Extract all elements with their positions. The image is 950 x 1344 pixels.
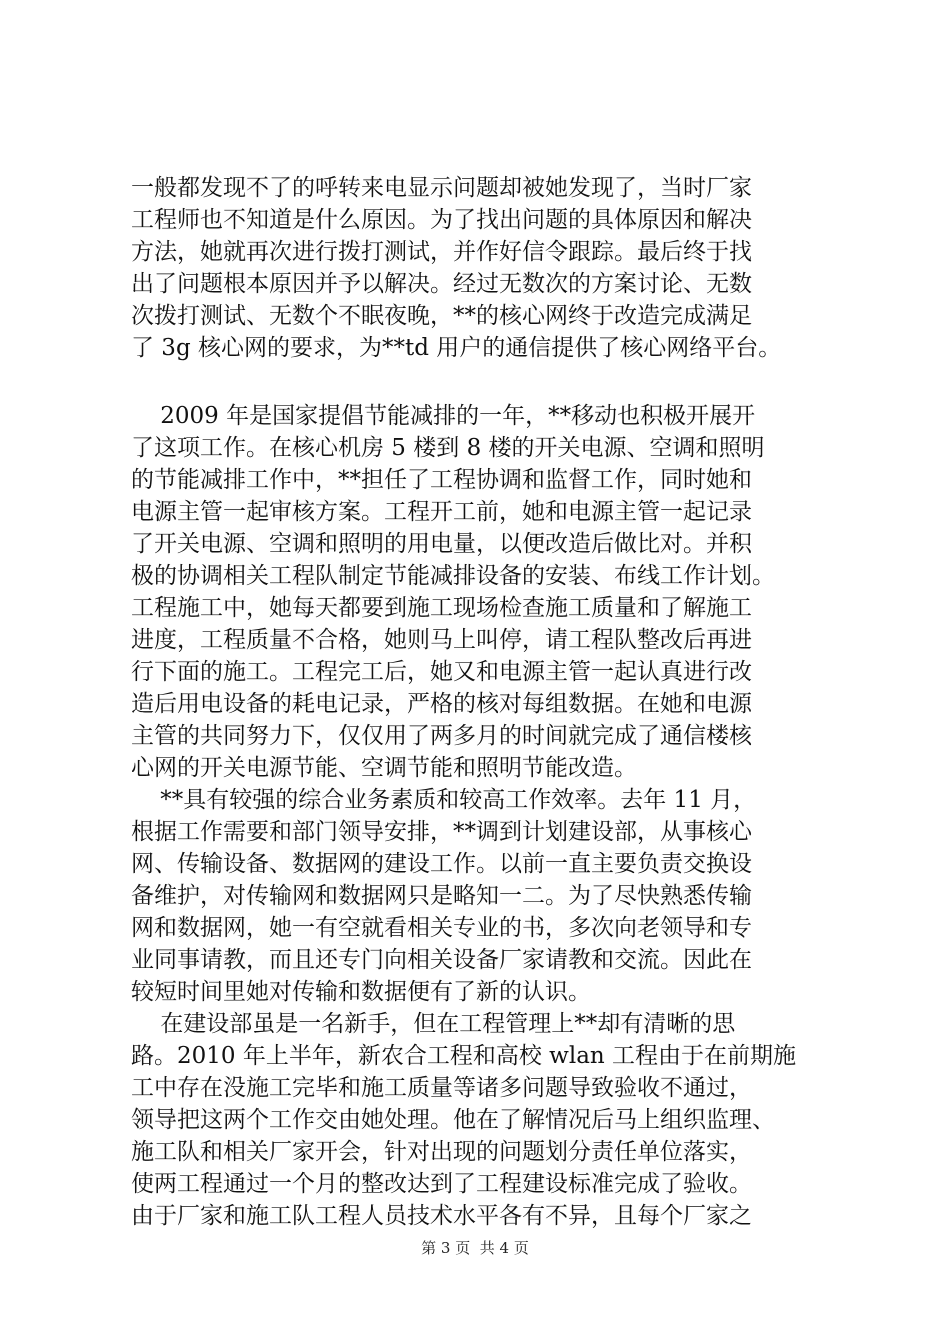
text-line: 次拨打测试、无数个不眠夜晚，**的核心网终于改造完成满足 <box>131 303 752 329</box>
text-line: 了 3g 核心网的要求，为**td 用户的通信提供了核心网络平台。 <box>131 335 782 361</box>
text-line: 心网的开关电源节能、空调节能和照明节能改造。 <box>131 755 637 781</box>
text-line: 网、传输设备、数据网的建设工作。以前一直主要负责交换设 <box>131 851 752 877</box>
paragraph-energy-saving <box>131 400 831 784</box>
text-line: 在建设部虽是一名新手，但在工程管理上**却有清晰的思 <box>131 1011 736 1037</box>
text-line: 极的协调相关工程队制定节能减排设备的安装、布线工作计划。 <box>131 563 775 589</box>
paragraph-gap <box>131 364 831 400</box>
text-line: 使两工程通过一个月的整改达到了工程建设标准完成了验收。 <box>131 1171 752 1197</box>
text-line: 出了问题根本原因并予以解决。经过无数次的方案讨论、无数 <box>131 271 752 297</box>
text-line: 由于厂家和施工队工程人员技术水平各有不异，且每个厂家之 <box>131 1203 752 1229</box>
text-line: 了这项工作。在核心机房 5 楼到 8 楼的开关电源、空调和照明 <box>131 435 765 461</box>
paragraph-project-management <box>131 1008 831 1232</box>
text-line: 领导把这两个工作交由她处理。他在了解情况后马上组织监理、 <box>131 1107 775 1133</box>
body-text <box>131 172 831 1232</box>
page-number-footer: 第 3 页 共 4 页 <box>421 1239 529 1257</box>
text-line: **具有较强的综合业务素质和较高工作效率。去年 11 月， <box>131 787 757 813</box>
paragraph-business-quality <box>131 784 831 1008</box>
text-line: 备维护，对传输网和数据网只是略知一二。为了尽快熟悉传输 <box>131 883 752 909</box>
text-line: 了开关电源、空调和照明的用电量，以便改造后做比对。并积 <box>131 531 752 557</box>
text-line: 路。2010 年上半年，新农合工程和高校 wlan 工程由于在前期施 <box>131 1043 797 1069</box>
text-line: 根据工作需要和部门领导安排，**调到计划建设部，从事核心 <box>131 819 752 845</box>
text-line: 2009 年是国家提倡节能减排的一年，**移动也积极开展开 <box>131 403 756 429</box>
text-line: 的节能减排工作中，**担任了工程协调和监督工作，同时她和 <box>131 467 752 493</box>
paragraph-core-network <box>131 172 831 364</box>
text-line: 造后用电设备的耗电记录，严格的核对每组数据。在她和电源 <box>131 691 752 717</box>
text-line: 施工队和相关厂家开会，针对出现的问题划分责任单位落实， <box>131 1139 752 1165</box>
text-line: 工程施工中，她每天都要到施工现场检查施工质量和了解施工 <box>131 595 752 621</box>
text-line: 业同事请教，而且还专门向相关设备厂家请教和交流。因此在 <box>131 947 752 973</box>
text-line: 主管的共同努力下，仅仅用了两多月的时间就完成了通信楼核 <box>131 723 752 749</box>
text-line: 工程师也不知道是什么原因。为了找出问题的具体原因和解决 <box>131 207 752 233</box>
text-line: 网和数据网，她一有空就看相关专业的书，多次向老领导和专 <box>131 915 752 941</box>
text-line: 一般都发现不了的呼转来电显示问题却被她发现了，当时厂家 <box>131 175 752 201</box>
text-line: 行下面的施工。工程完工后，她又和电源主管一起认真进行改 <box>131 659 752 685</box>
text-line: 较短时间里她对传输和数据便有了新的认识。 <box>131 979 591 1005</box>
text-line: 方法，她就再次进行拨打测试，并作好信令跟踪。最后终于找 <box>131 239 752 265</box>
text-line: 进度，工程质量不合格，她则马上叫停，请工程队整改后再进 <box>131 627 752 653</box>
text-line: 电源主管一起审核方案。工程开工前，她和电源主管一起记录 <box>131 499 752 525</box>
text-line: 工中存在没施工完毕和施工质量等诸多问题导致验收不通过， <box>131 1075 752 1101</box>
